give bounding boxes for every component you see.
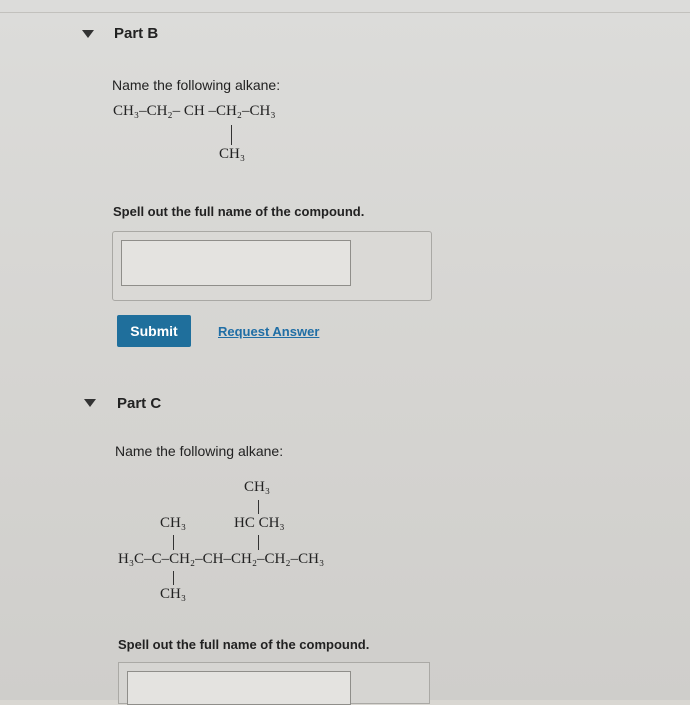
part-c-prompt: Name the following alkane: bbox=[115, 443, 284, 459]
part-b-answer-area bbox=[112, 231, 432, 301]
part-b-formula-branch: CH₃ bbox=[219, 146, 246, 162]
part-c-left-upper-ch3: CH₃ bbox=[160, 515, 187, 531]
part-b-formula-main: CH₃–CH₂– CH –CH₂–CH₃ bbox=[113, 103, 276, 119]
submit-button[interactable]: Submit bbox=[117, 315, 191, 347]
part-c-title[interactable]: Part C bbox=[117, 395, 162, 412]
part-c-hc-bond bbox=[258, 535, 259, 550]
caret-down-icon[interactable] bbox=[82, 30, 94, 38]
part-c-hc-ch3: HC CH₃ bbox=[234, 515, 285, 531]
part-b-prompt: Name the following alkane: bbox=[112, 77, 281, 93]
part-b-instruction: Spell out the full name of the compound. bbox=[113, 204, 365, 219]
part-b-title[interactable]: Part B bbox=[114, 25, 159, 42]
part-c-left-lower-bond bbox=[173, 571, 174, 585]
part-c-answer-area bbox=[118, 662, 430, 704]
part-c-main-chain: H₃C–C–CH₂–CH–CH₂–CH₂–CH₃ bbox=[118, 551, 325, 567]
part-c-top-ch3: CH₃ bbox=[244, 479, 271, 495]
caret-down-icon[interactable] bbox=[84, 399, 96, 407]
part-c-left-lower-ch3: CH₃ bbox=[160, 586, 187, 602]
part-c-left-upper-bond bbox=[173, 535, 174, 550]
part-c-instruction: Spell out the full name of the compound. bbox=[118, 637, 370, 652]
request-answer-link[interactable]: Request Answer bbox=[218, 324, 320, 339]
part-c-top-bond bbox=[258, 500, 259, 514]
part-b-answer-input[interactable] bbox=[121, 240, 351, 286]
part-b-branch-bond bbox=[231, 125, 232, 145]
divider bbox=[0, 12, 690, 13]
